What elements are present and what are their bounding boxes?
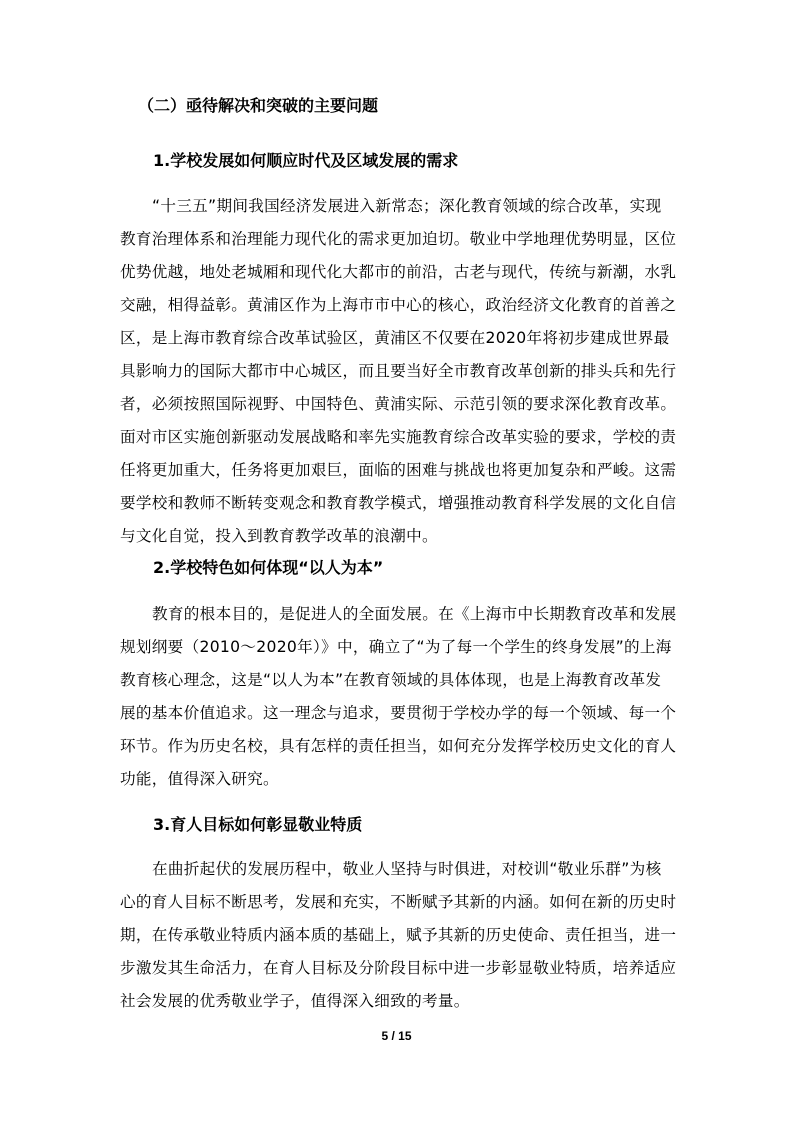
paragraph-2	[120, 598, 682, 796]
paragraph-line: 区，是上海市教育综合改革试验区，黄浦区不仅要在2020年将初步建成世界最	[120, 329, 670, 347]
paragraph-line: 期，在传承敬业特质内涵本质的基础上，赋予其新的历史使命、责任担当，进一	[120, 926, 677, 944]
paragraph-line: 具影响力的国际大都市中心城区，而且要当好全市教育改革创新的排头兵和先行	[120, 362, 677, 380]
paragraph-line: 在曲折起伏的发展历程中，敬业人坚持与时俱进，对校训“敬业乐群”为核	[152, 860, 662, 878]
paragraph-1	[120, 190, 682, 553]
page-number: 5 / 15	[381, 1029, 412, 1043]
paragraph-line: 面对市区实施创新驱动发展战略和率先实施教育综合改革实验的要求，学校的责	[120, 428, 677, 446]
paragraph-line: 教育治理体系和治理能力现代化的需求更加迫切。敬业中学地理优势明显，区位	[120, 230, 677, 248]
paragraph-line: 功能，值得深入研究。	[120, 770, 279, 788]
paragraph-line: 要学校和教师不断转变观念和教育教学模式，增强推动教育科学发展的文化自信	[120, 494, 677, 512]
paragraph-line: 展的基本价值追求。这一理念与追求，要贯彻于学校办学的每一个领域、每一个	[120, 704, 677, 722]
section-heading: （二）亟待解决和突破的主要问题	[138, 96, 379, 115]
subsection-heading-1: 1.学校发展如何顺应时代及区域发展的需求	[153, 151, 459, 170]
paragraph-line: 任将更加重大，任务将更加艰巨，面临的困难与挑战也将更加复杂和严峻。这需	[120, 461, 677, 479]
paragraph-line: “十三五”期间我国经济发展进入新常态；深化教育领域的综合改革，实现	[152, 197, 662, 215]
paragraph-3	[120, 853, 682, 1018]
paragraph-line: 交融，相得益彰。黄浦区作为上海市市中心的核心，政治经济文化教育的首善之	[120, 296, 677, 314]
paragraph-line: 与文化自觉，投入到教育教学改革的浪潮中。	[120, 527, 438, 545]
paragraph-line: 社会发展的优秀敬业学子，值得深入细致的考量。	[120, 992, 470, 1010]
paragraph-line: 教育的根本目的，是促进人的全面发展。在《上海市中长期教育改革和发展	[152, 605, 677, 623]
paragraph-line: 优势优越，地处老城厢和现代化大都市的前沿，古老与现代，传统与新潮，水乳	[120, 263, 677, 281]
subsection-heading-3: 3.育人目标如何彰显敬业特质	[153, 815, 363, 834]
paragraph-line: 教育核心理念，这是“以人为本”在教育领域的具体体现，也是上海教育改革发	[120, 671, 662, 689]
paragraph-line: 心的育人目标不断思考，发展和充实，不断赋予其新的内涵。如何在新的历史时	[120, 893, 677, 911]
paragraph-line: 步激发其生命活力，在育人目标及分阶段目标中进一步彰显敬业特质，培养适应	[120, 959, 677, 977]
subsection-heading-2: 2.学校特色如何体现“以人为本”	[153, 558, 384, 577]
paragraph-line: 环节。作为历史名校，具有怎样的责任担当，如何充分发挥学校历史文化的育人	[120, 737, 677, 755]
paragraph-line: 者，必须按照国际视野、中国特色、黄浦实际、示范引领的要求深化教育改革。	[120, 395, 677, 413]
paragraph-line: 规划纲要（2010～2020年）》中，确立了“为了每一个学生的终身发展”的上海	[120, 638, 672, 656]
